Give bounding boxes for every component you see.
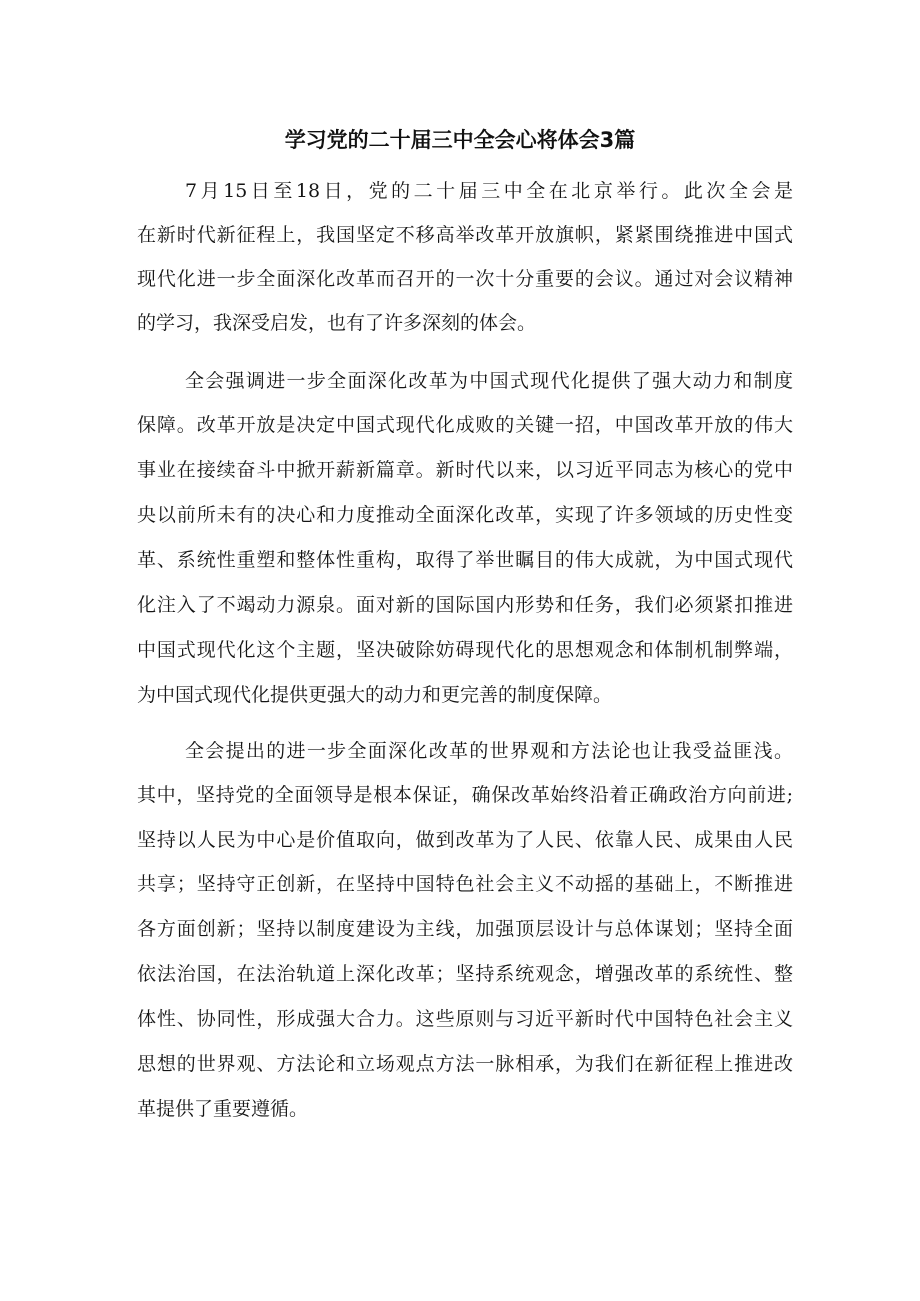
paragraph-1-line-2: 在新时代新征程上，我国坚定不移高举改革开放旗帜，紧紧围绕推进中国式 xyxy=(137,224,793,246)
paragraph-1-line-3: 现代化进一步全面深化改革而召开的一次十分重要的会议。通过对会议精神 xyxy=(137,268,793,290)
paragraph-1-line-1: 7月15日至18日，党的二十届三中全在北京举行。此次全会是 xyxy=(185,180,793,202)
paragraph-1-line-4: 的学习，我深受启发，也有了许多深刻的体会。 xyxy=(137,312,537,334)
paragraph-3-line-6: 依法治国，在法治轨道上深化改革；坚持系统观念，增强改革的系统性、整 xyxy=(137,963,793,985)
paragraph-3-line-8: 思想的世界观、方法论和立场观点方法一脉相承，为我们在新征程上推进改 xyxy=(137,1053,793,1075)
paragraph-2-line-2: 保障。改革开放是决定中国式现代化成败的关键一招，中国改革开放的伟大 xyxy=(137,414,793,436)
paragraph-3-line-5: 各方面创新；坚持以制度建设为主线，加强顶层设计与总体谋划；坚持全面 xyxy=(137,918,793,940)
paragraph-3-line-4: 共享；坚持守正创新，在坚持中国特色社会主义不动摇的基础上，不断推进 xyxy=(137,873,793,895)
paragraph-2-line-6: 化注入了不竭动力源泉。面对新的国际国内形势和任务，我们必须紧扣推进 xyxy=(137,594,793,616)
paragraph-2-line-7: 中国式现代化这个主题，坚决破除妨碍现代化的思想观念和体制机制弊端， xyxy=(137,639,793,661)
paragraph-2-line-1: 全会强调进一步全面深化改革为中国式现代化提供了强大动力和制度 xyxy=(185,370,793,392)
paragraph-3-line-1: 全会提出的进一步全面深化改革的世界观和方法论也让我受益匪浅。 xyxy=(185,740,793,762)
document-title: 学习党的二十届三中全会心将体会3篇 xyxy=(284,128,636,152)
paragraph-2-line-3: 事业在接续奋斗中掀开薪新篇章。新时代以来，以习近平同志为核心的党中 xyxy=(137,459,793,481)
paragraph-2-line-8: 为中国式现代化提供更强大的动力和更完善的制度保障。 xyxy=(137,684,613,706)
paragraph-2-line-5: 革、系统性重塑和整体性重构，取得了举世瞩目的伟大成就，为中国式现代 xyxy=(137,549,793,571)
paragraph-2-line-4: 央以前所未有的决心和力度推动全面深化改革，实现了许多领域的历史性变 xyxy=(137,504,793,526)
paragraph-3-line-7: 体性、协同性，形成强大合力。这些原则与习近平新时代中国特色社会主义 xyxy=(137,1008,793,1030)
paragraph-3-line-9: 革提供了重要遵循。 xyxy=(137,1098,309,1120)
paragraph-3-line-2: 其中，坚持党的全面领导是根本保证，确保改革始终沿着正确政治方向前进; xyxy=(137,784,793,806)
paragraph-3-line-3: 坚持以人民为中心是价值取向，做到改革为了人民、依靠人民、成果由人民 xyxy=(137,829,793,851)
